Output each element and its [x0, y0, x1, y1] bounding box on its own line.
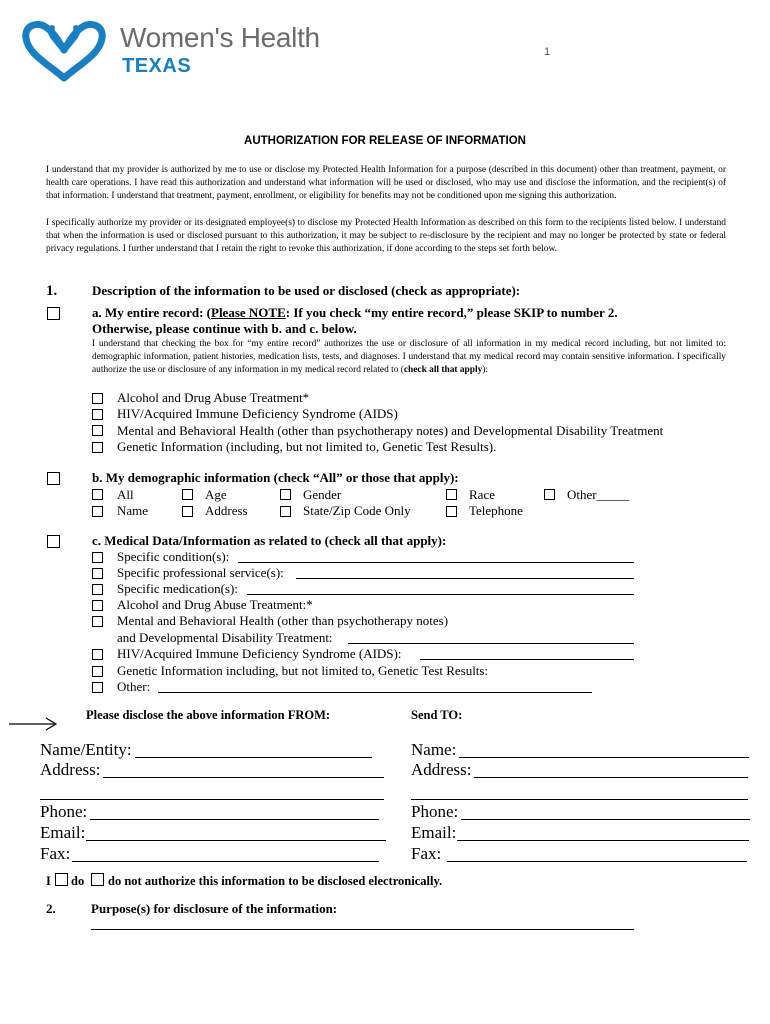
specific-service-checkbox[interactable] — [92, 568, 103, 579]
demo-address-checkbox[interactable] — [182, 506, 193, 517]
from-name-label: Name/Entity: — [40, 740, 132, 759]
logo-mark — [18, 20, 110, 82]
entire-record-checkbox[interactable] — [47, 307, 60, 320]
c-alcohol-drug-checkbox[interactable] — [92, 600, 103, 611]
demo-statezip-checkbox[interactable] — [280, 506, 291, 517]
c-hiv-aids-line[interactable] — [420, 659, 634, 660]
to-fax-input[interactable] — [447, 861, 747, 862]
page-number: 1 — [544, 46, 551, 58]
demo-all-label: All — [117, 487, 134, 502]
to-email-input[interactable] — [457, 840, 749, 841]
specific-service-line[interactable] — [296, 578, 634, 579]
to-phone-label: Phone: — [411, 802, 459, 821]
electronic-do-label: do — [71, 874, 85, 888]
electronic-do-checkbox[interactable] — [55, 873, 68, 886]
demo-all-checkbox[interactable] — [92, 489, 103, 500]
demo-name-label: Name — [117, 503, 149, 518]
demo-gender-checkbox[interactable] — [280, 489, 291, 500]
from-address-label: Address: — [40, 760, 101, 779]
c-mental-health-checkbox[interactable] — [92, 616, 103, 627]
demographic-heading: b. My demographic information (check “All” or those that apply): — [92, 470, 459, 485]
hiv-aids-label: HIV/Acquired Immune Deficiency Syndrome (AIDS) — [117, 406, 398, 421]
from-name-input[interactable] — [135, 757, 372, 758]
c-other-checkbox[interactable] — [92, 682, 103, 693]
specific-condition-checkbox[interactable] — [92, 552, 103, 563]
hiv-aids-checkbox[interactable] — [92, 409, 103, 420]
to-address-input[interactable] — [474, 777, 748, 778]
specific-service-label: Specific professional service(s): — [117, 565, 284, 580]
logo-region: TEXAS — [122, 55, 192, 77]
c-other-label: Other: — [117, 679, 151, 694]
demo-gender-label: Gender — [303, 487, 342, 502]
c-mental-health-label: Mental and Behavioral Health (other than psychotherapy notes) — [117, 613, 449, 628]
form-title: AUTHORIZATION FOR RELEASE OF INFORMATION — [244, 135, 526, 147]
demographic-checkbox[interactable] — [47, 472, 60, 485]
from-email-input[interactable] — [86, 840, 386, 841]
c-hiv-aids-checkbox[interactable] — [92, 649, 103, 660]
section-2-number: 2. — [46, 901, 56, 916]
c-developmental-label: and Developmental Disability Treatment: — [117, 630, 333, 645]
entire-record-label: a. My entire record: (Please NOTE: If you check “my entire record,” please SKIP to number 2. — [92, 305, 618, 320]
medical-data-checkbox[interactable] — [47, 535, 60, 548]
to-phone-input[interactable] — [461, 819, 750, 820]
genetic-info-checkbox[interactable] — [92, 442, 103, 453]
alcohol-drug-checkbox[interactable] — [92, 393, 103, 404]
entire-record-label-2: Otherwise, please continue with b. and c. below. — [92, 321, 357, 336]
specific-medication-line[interactable] — [247, 594, 634, 595]
to-fax-label: Fax: — [411, 844, 442, 863]
demo-name-checkbox[interactable] — [92, 506, 103, 517]
section-1-number: 1. — [46, 283, 58, 299]
electronic-do-not-checkbox[interactable] — [91, 873, 104, 886]
demo-telephone-checkbox[interactable] — [446, 506, 457, 517]
medical-data-heading: c. Medical Data/Information as related to (check all that apply): — [92, 533, 447, 548]
entire-record-description: I understand that checking the box for “my entire record” authorizes the use or disclosure of all information in my medical record including, but not limited to: demographic information, patient histories, medication lists, tests, and diagnoses. I understand that my medical record may contain sensitive information. I specifically authorize the use or disclosure of any information in my medical record related to (check all that apply): — [92, 339, 726, 376]
c-hiv-aids-label: HIV/Acquired Immune Deficiency Syndrome (AIDS): — [117, 646, 402, 661]
disclose-from-label: Please disclose the above information FROM: — [86, 708, 331, 722]
to-name-label: Name: — [411, 740, 457, 759]
demo-race-label: Race — [469, 487, 495, 502]
from-phone-label: Phone: — [40, 802, 88, 821]
specific-condition-label: Specific condition(s): — [117, 549, 230, 564]
from-address-input-2[interactable] — [40, 799, 384, 800]
specific-medication-checkbox[interactable] — [92, 584, 103, 595]
alcohol-drug-label: Alcohol and Drug Abuse Treatment* — [117, 390, 310, 405]
demo-other-label: Other_____ — [567, 487, 630, 502]
to-address-input-2[interactable] — [411, 799, 748, 800]
demo-other-checkbox[interactable] — [544, 489, 555, 500]
intro-paragraph-2: I specifically authorize my provider or its designated employee(s) to disclose my Protected Health Information as described on this form to the recipients listed below. I understand that when the information is used or disclosed pursuant to this authorization, it may be subject to re-disclosure by the recipient and may no longer be protected by state or federal privacy regulations. I further understand that I retain the right to revoke this authorization, if done according to the steps set forth below. — [46, 218, 726, 255]
c-genetic-checkbox[interactable] — [92, 666, 103, 677]
to-address-label: Address: — [411, 760, 472, 779]
from-email-label: Email: — [40, 823, 86, 842]
electronic-i-label: I — [46, 874, 51, 888]
from-phone-input[interactable] — [90, 819, 379, 820]
from-address-input[interactable] — [103, 777, 384, 778]
demo-address-label: Address — [205, 503, 248, 518]
to-email-label: Email: — [411, 823, 457, 842]
from-fax-label: Fax: — [40, 844, 71, 863]
specific-medication-label: Specific medication(s): — [117, 581, 238, 596]
c-other-line[interactable] — [158, 692, 592, 693]
demo-age-label: Age — [205, 487, 227, 502]
c-genetic-label: Genetic Information including, but not limited to, Genetic Test Results: — [117, 663, 489, 678]
please-note: Please NOTE — [211, 305, 286, 320]
send-to-label: Send TO: — [411, 708, 463, 722]
to-name-input[interactable] — [459, 757, 749, 758]
from-fax-input[interactable] — [72, 861, 379, 862]
genetic-info-label: Genetic Information (including, but not limited to, Genetic Test Results). — [117, 439, 497, 454]
electronic-text: do not authorize this information to be disclosed electronically. — [108, 874, 443, 888]
logo-name: Women's Health — [120, 22, 320, 53]
section-1-heading: Description of the information to be used or disclosed (check as appropriate): — [92, 283, 521, 298]
demo-statezip-label: State/Zip Code Only — [303, 503, 411, 518]
c-alcohol-drug-label: Alcohol and Drug Abuse Treatment:* — [117, 597, 313, 612]
specific-condition-line[interactable] — [238, 562, 634, 563]
demo-telephone-label: Telephone — [469, 503, 523, 518]
mental-health-checkbox[interactable] — [92, 425, 103, 436]
purpose-input[interactable] — [91, 929, 634, 930]
c-developmental-line[interactable] — [348, 643, 634, 644]
section-2-heading: Purpose(s) for disclosure of the information: — [91, 901, 338, 916]
intro-paragraph-1: I understand that my provider is authorized by me to use or disclose my Protected Health Information for a purpose (described in this document) other than treatment, payment, or health care operations. I have read this authorization and understand what information will be used or disclosed, who may use and disclose the information, and the recipient(s) of that information. I understand that treatment, payment, enrollment, or eligibility for benefits may not be conditioned upon me signing this authorization. — [46, 165, 726, 202]
mental-health-label: Mental and Behavioral Health (other than psychotherapy notes) and Developmental Disability Treatment — [117, 423, 664, 438]
arrow-right-icon — [8, 717, 58, 731]
demo-age-checkbox[interactable] — [182, 489, 193, 500]
demo-race-checkbox[interactable] — [446, 489, 457, 500]
